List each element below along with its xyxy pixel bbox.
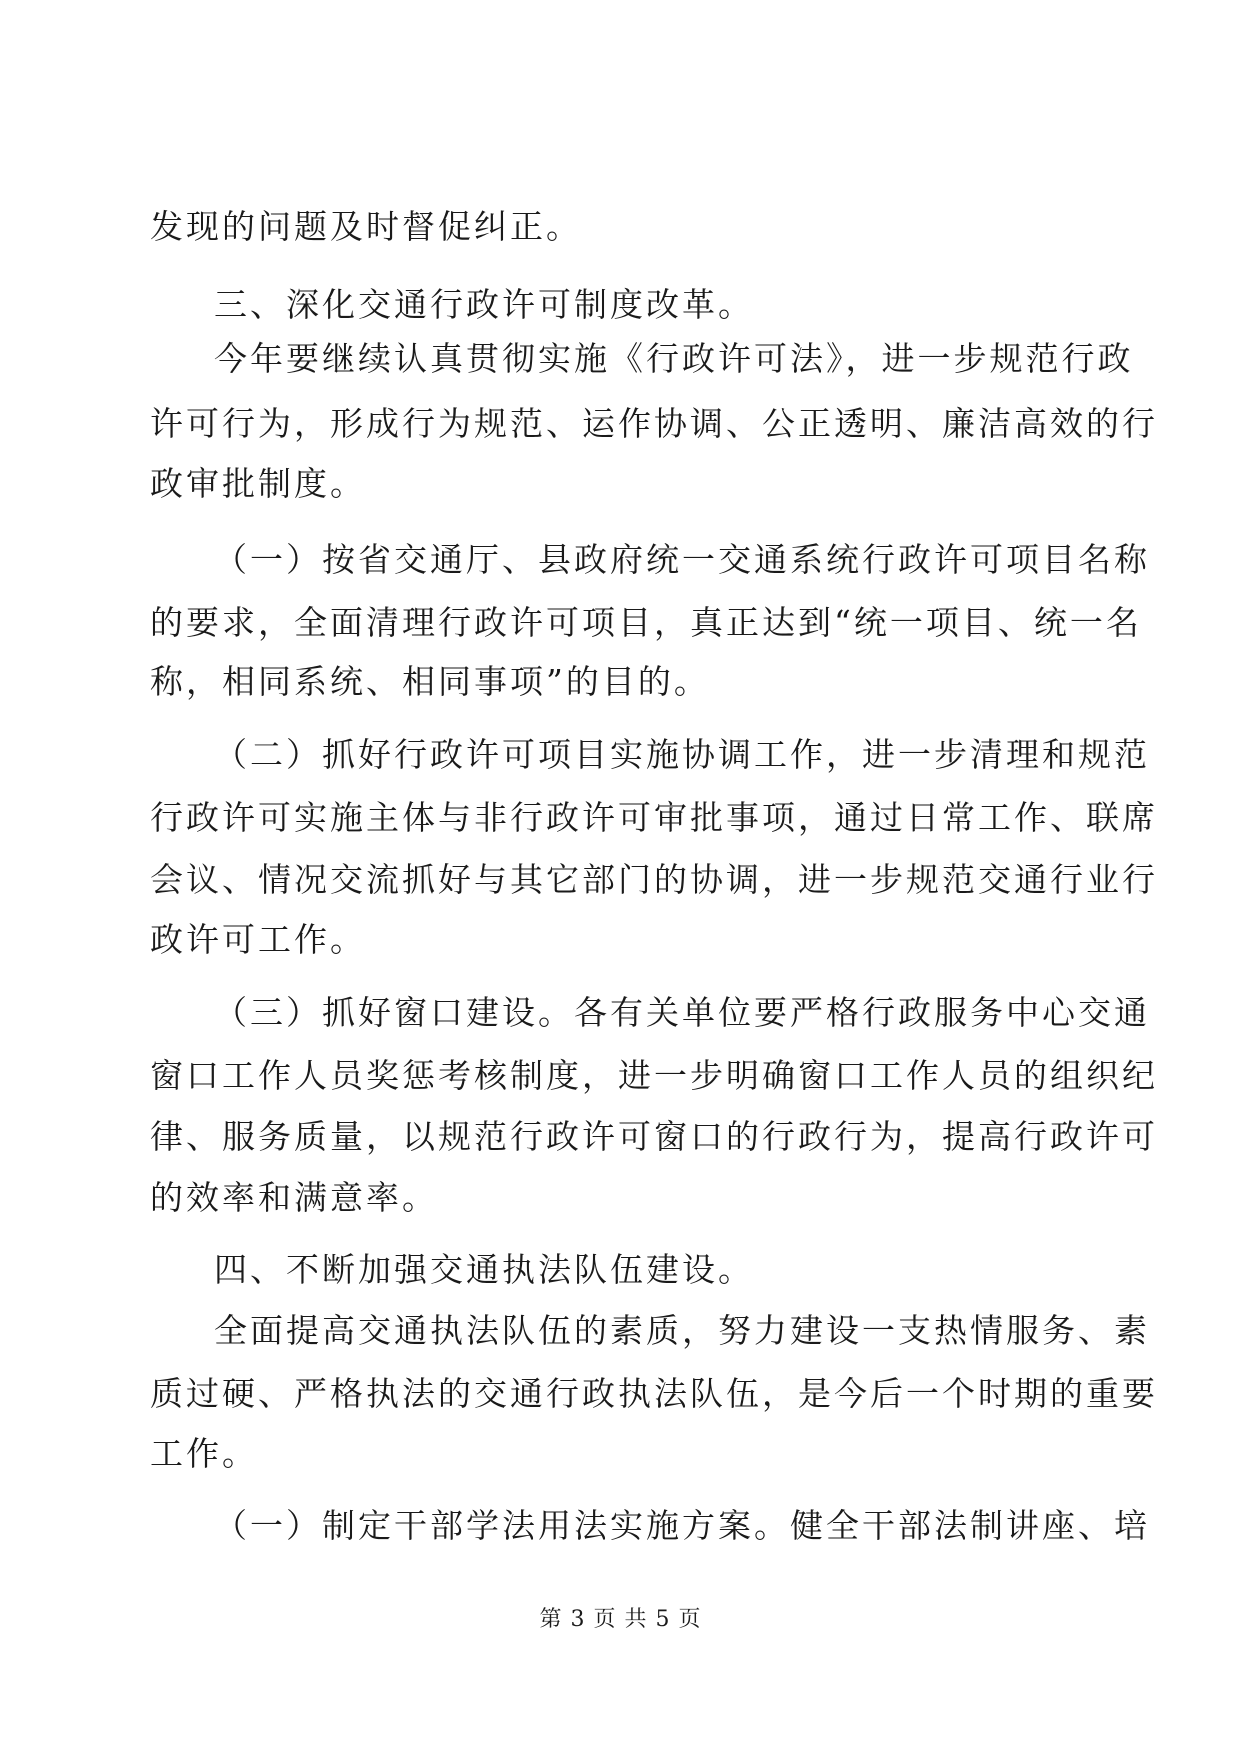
text-line: 工作。	[150, 1434, 258, 1473]
text-line: （二）抓好行政许可项目实施协调工作，进一步清理和规范	[214, 735, 1150, 774]
text-line: （三）抓好窗口建设。各有关单位要严格行政服务中心交通	[214, 993, 1150, 1032]
text-line: 质过硬、严格执法的交通行政执法队伍，是今后一个时期的重要	[150, 1374, 1158, 1413]
text-line: 称，相同系统、相同事项”的目的。	[150, 662, 710, 701]
text-line: 会议、情况交流抓好与其它部门的协调，进一步规范交通行业行	[150, 860, 1158, 899]
text-line: 许可行为，形成行为规范、运作协调、公正透明、廉洁高效的行	[150, 404, 1158, 443]
text-line: 的要求，全面清理行政许可项目，真正达到“统一项目、统一名	[150, 603, 1142, 642]
page-number-footer: 第 3 页 共 5 页	[539, 1607, 702, 1632]
text-line: 的效率和满意率。	[150, 1178, 438, 1217]
text-line: 政审批制度。	[150, 464, 366, 503]
text-line: 政许可工作。	[150, 920, 366, 959]
text-line: 今年要继续认真贯彻实施《行政许可法》，进一步规范行政	[214, 339, 1134, 378]
text-line: （一）制定干部学法用法实施方案。健全干部法制讲座、培	[214, 1506, 1150, 1545]
section-heading: 四、不断加强交通执法队伍建设。	[214, 1250, 754, 1289]
text-line: 行政许可实施主体与非行政许可审批事项，通过日常工作、联席	[150, 798, 1158, 837]
section-heading: 三、深化交通行政许可制度改革。	[214, 285, 754, 324]
text-line: 发现的问题及时督促纠正。	[150, 207, 582, 246]
text-line: 窗口工作人员奖惩考核制度，进一步明确窗口工作人员的组织纪	[150, 1056, 1158, 1095]
text-line: 全面提高交通执法队伍的素质，努力建设一支热情服务、素	[214, 1311, 1150, 1350]
text-line: 律、服务质量，以规范行政许可窗口的行政行为，提高行政许可	[150, 1117, 1158, 1156]
text-line: （一）按省交通厅、县政府统一交通系统行政许可项目名称	[214, 540, 1150, 579]
